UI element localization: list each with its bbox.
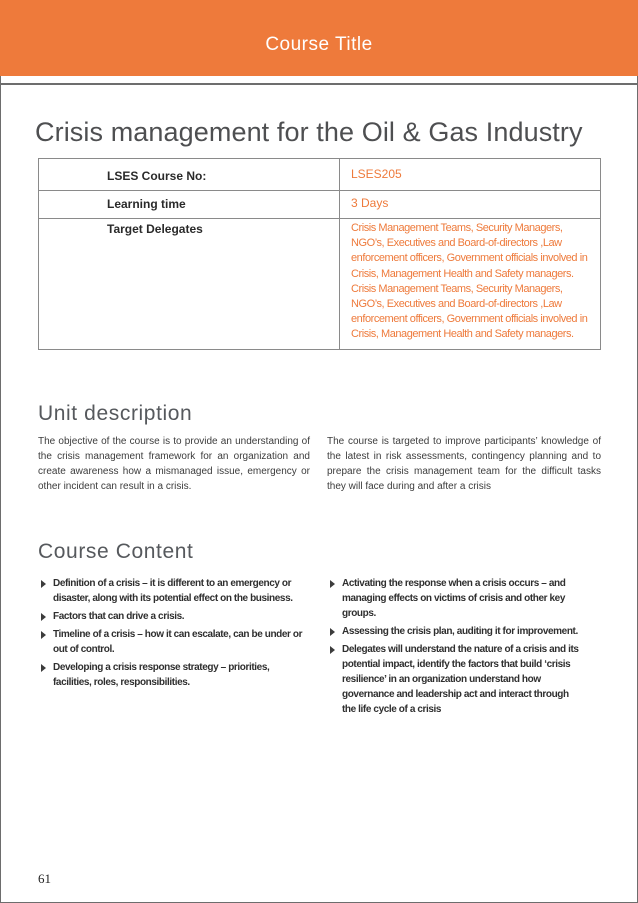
triangle-bullet-icon	[41, 580, 46, 588]
list-item-text: Activating the response when a crisis occurs – and managing effects on victims of crisis and other key groups.	[342, 578, 566, 619]
target-delegates-label: Target Delegates	[39, 219, 340, 350]
list-item	[38, 627, 310, 657]
page-number: 61	[38, 871, 51, 886]
unit-description-right: The course is targeted to improve participants’ knowledge of the latest in risk assessments, contingency planning and to prepare the crisis management team for the difficult tasks they will face during and after a crisis	[327, 436, 601, 492]
list-item	[327, 624, 582, 639]
triangle-bullet-icon	[41, 631, 46, 639]
triangle-bullet-icon	[330, 646, 335, 654]
list-item	[38, 609, 310, 624]
header-title: Course Title	[265, 34, 373, 55]
list-item-text: Definition of a crisis – it is different to an emergency or disaster, along with its potential effect on the business.	[53, 578, 293, 604]
table-row	[39, 159, 601, 191]
unit-description-left: The objective of the course is to provide an understanding of the crisis management framework for an organization and create awareness how a mismanaged issue, emergency or other incident can result in a crisis.	[38, 436, 310, 492]
content-list-right	[327, 576, 582, 720]
header-bar	[0, 0, 638, 76]
course-title: Crisis management for the Oil & Gas Industry	[35, 117, 583, 147]
course-no-value: LSES205	[340, 159, 601, 191]
table-row	[39, 219, 601, 350]
list-item	[327, 642, 582, 717]
learning-time-label: Learning time	[39, 191, 340, 219]
course-content-heading: Course Content	[38, 540, 194, 563]
target-delegates-value: Crisis Management Teams, Security Managers, NGO’s, Executives and Board-of-directors ,Law enforcement officers, Government officials involved in Crisis, Management Health and Safety managers. Crisis Management Teams, Security Managers, NGO’s, Executives and Board-of-directors ,Law enforcement officers, Government officials involved in Crisis, Management Health and Safety managers.	[340, 219, 601, 350]
triangle-bullet-icon	[330, 580, 335, 588]
triangle-bullet-icon	[41, 613, 46, 621]
list-item-text: Developing a crisis response strategy – priorities, facilities, roles, responsibilities.	[53, 662, 270, 688]
triangle-bullet-icon	[330, 628, 335, 636]
course-info-table	[38, 158, 601, 350]
course-no-label: LSES Course No:	[39, 159, 340, 191]
content-list-left	[38, 576, 310, 693]
list-item-text: Factors that can drive a crisis.	[53, 611, 185, 622]
list-item	[38, 576, 310, 606]
list-item-text: Assessing the crisis plan, auditing it for improvement.	[342, 626, 578, 637]
header-rule	[0, 83, 638, 85]
table-row	[39, 191, 601, 219]
list-item-text: Timeline of a crisis – how it can escalate, can be under or out of control.	[53, 629, 303, 655]
triangle-bullet-icon	[41, 664, 46, 672]
list-item-text: Delegates will understand the nature of a crisis and its potential impact, identify the factors that build ‘crisis resilience’ in an organization understand how governance and leadership act and interact through the life cycle of a crisis	[342, 644, 579, 715]
list-item	[38, 660, 310, 690]
learning-time-value: 3 Days	[340, 191, 601, 219]
list-item	[327, 576, 582, 621]
unit-description-heading: Unit description	[38, 402, 193, 425]
